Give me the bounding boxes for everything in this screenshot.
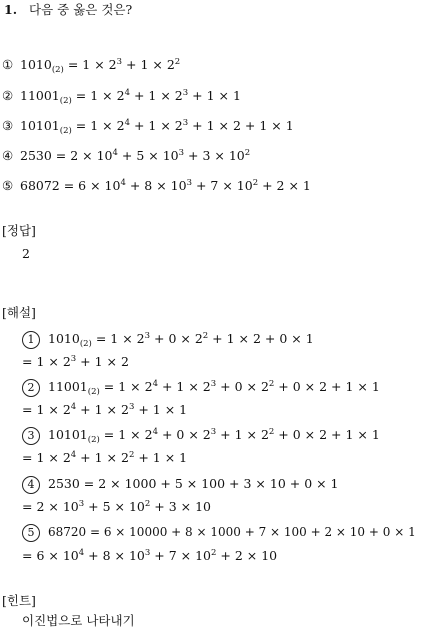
option-2: ② $11001_{(2)} = 1 \times 2^4 + 1 \times 2^3 + 1 \times 1$ xyxy=(2,88,241,106)
option-3-marker: ③ xyxy=(2,118,14,133)
explanation-item-2-line-1: 2 $11001_{(2)} = 1 \times 2^4 + 1 \times 2^3 + 0 \times 2^2 + 0 \times 2 + 1 \times 1$ xyxy=(22,378,380,397)
explanation-label: [해설] xyxy=(2,305,36,320)
option-4-marker: ④ xyxy=(2,148,14,163)
explanation-item-1-line-2: = $1 \times 2^3 + 1 \times 2$ xyxy=(22,354,129,369)
explanation-item-3-line-2: = $1 \times 2^4 + 1 \times 2^2 + 1 \times 1$ xyxy=(22,450,188,465)
explanation-item-5-line-2: = $6 \times 10^4 + 8 \times 10^3 + 7 \times 10^2 + 2 \times 10$ xyxy=(22,548,278,563)
explanation-item-4-line-2: = $2 \times 10^3 + 5 \times 10^2 + 3 \times 10$ xyxy=(22,499,211,514)
answer-label: [정답] xyxy=(2,223,36,238)
option-2-marker: ② xyxy=(2,88,14,103)
explanation-item-2-line-2: = $1 \times 2^4 + 1 \times 2^3 + 1 \times 1$ xyxy=(22,402,188,417)
explanation-item-3-marker: 3 xyxy=(22,427,40,445)
explanation-item-3-line-1: 3 $10101_{(2)} = 1 \times 2^4 + 0 \times 2^3 + 1 \times 2^2 + 0 \times 2 + 1 \times 1$ xyxy=(22,426,380,445)
hint-label: [힌트] xyxy=(2,593,36,608)
question-line xyxy=(4,1,132,19)
explanation-item-1-line-1: 1 $1010_{(2)} = 1 \times 2^3 + 0 \times 2^2 + 1 \times 2 + 0 \times 1$ xyxy=(22,330,314,349)
option-5: ⑤ $68072 = 6 \times 10^4 + 8 \times 10^3 + 7 \times 10^2 + 2 \times 1$ xyxy=(2,178,311,193)
explanation-item-2-marker: 2 xyxy=(22,379,40,397)
option-4: ④ $2530 = 2 \times 10^4 + 5 \times 10^3 + 3 \times 10^2$ xyxy=(2,148,251,163)
option-1: ① $1010_{(2)} = 1 \times 2^3 + 1 \times 2^2$ xyxy=(2,57,181,75)
hint-text: 이진법으로 나타내기 xyxy=(22,613,135,628)
explanation-item-4-marker: 4 xyxy=(22,476,40,494)
option-3: ③ $10101_{(2)} = 1 \times 2^4 + 1 \times 2^3 + 1 \times 2 + 1 \times 1$ xyxy=(2,118,294,136)
question-text: 다음 중 옳은 것은? xyxy=(29,2,133,17)
explanation-item-5-line-1: 5 68720 = 6 × 10000 + 8 × 1000 + 7 × 100 + 2 × 10 + 0 × 1 xyxy=(22,523,416,542)
explanation-item-4-line-1: 4 2530 = 2 × 1000 + 5 × 100 + 3 × 10 + 0 × 1 xyxy=(22,475,339,494)
question-number: 1. xyxy=(4,2,18,17)
explanation-item-5-marker: 5 xyxy=(22,524,40,542)
option-5-marker: ⑤ xyxy=(2,178,14,193)
explanation-item-1-marker: 1 xyxy=(22,331,40,349)
answer-value: 2 xyxy=(22,246,30,261)
option-1-marker: ① xyxy=(2,57,14,72)
